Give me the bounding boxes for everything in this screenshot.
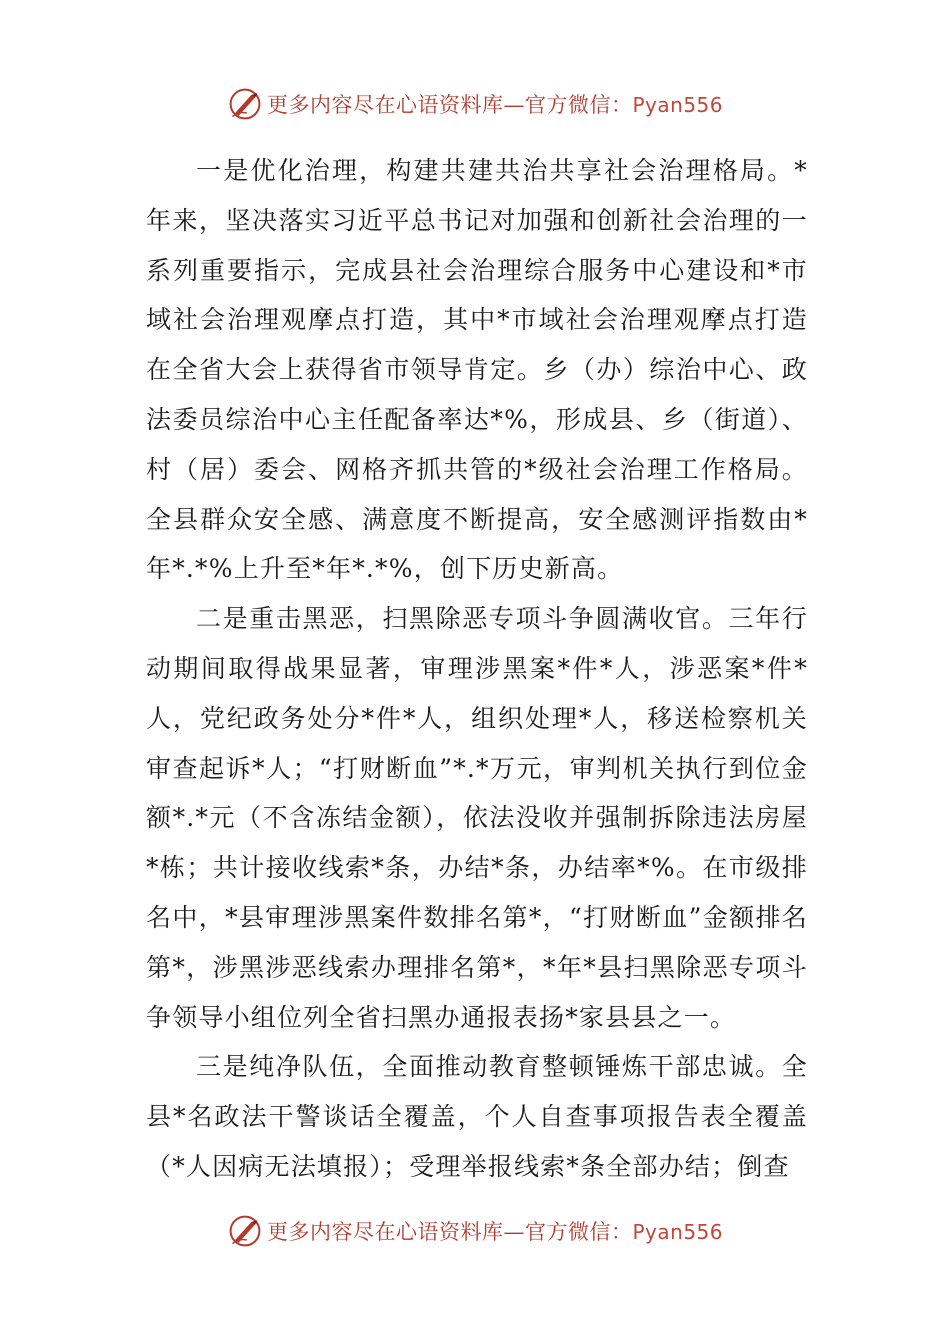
watermark-brand: 更多内容尽在心语资料库 [266, 1220, 504, 1244]
pen-logo-icon [227, 1213, 263, 1249]
paragraph-3: 三是纯净队伍，全面推动教育整顿锤炼干部忠诚。全县*名政法干警谈话全覆盖，个人自查事项报告表全覆盖（*人因病无法填报）；受理举报线索*条全部办结；倒查 [146, 1052, 808, 1181]
paragraph-1: 一是优化治理，构建共建共治共享社会治理格局。*年来，坚决落实习近平总书记对加强和创新社会治理的一系列重要指示，完成县社会治理综合服务中心建设和*市域社会治理观摩点打造，其中*市域社会治理观摩点打造在全省大会上获得省市领导肯定。乡（办）综治中心、政法委员综治中心主任配备率达*%，形成县、乡（街道）、村（居）委会、网格齐抓共管的*级社会治理工作格局。全县群众安全感、满意度不断提高，安全感测评指数由*年*.*%上升至*年*.*%，创下历史新高。 [146, 156, 808, 584]
watermark-brand: 更多内容尽在心语资料库 [266, 93, 504, 117]
header-watermark [0, 84, 950, 124]
watermark-text [267, 1216, 723, 1246]
watermark-wechat-id: Pyan556 [632, 93, 723, 117]
document-body [146, 146, 808, 1192]
watermark-dash: — [503, 1220, 525, 1244]
watermark-dash: — [503, 93, 525, 117]
paragraph-2: 二是重击黑恶，扫黑除恶专项斗争圆满收官。三年行动期间取得战果显著，审理涉黑案*件*人，涉恶案*件*人，党纪政务处分*件*人，组织处理*人，移送检察机关审查起诉*人；“打财断血”*.*万元，审判机关执行到位金额*.*元（不含冻结金额），依法没收并强制拆除违法房屋*栋；共计接收线索*条，办结*条，办结率*%。在市级排名中，*县审理涉黑案件数排名第*，“打财断血”金额排名第*，涉黑涉恶线索办理排名第*，*年*县扫黑除恶专项斗争领导小组位列全省扫黑办通报表扬*家县县之一。 [146, 604, 808, 1032]
watermark-text [267, 89, 723, 119]
watermark-wechat-label: 官方微信： [524, 1220, 633, 1244]
watermark-wechat-label: 官方微信： [524, 93, 633, 117]
pen-logo-icon [227, 86, 263, 122]
footer-watermark [0, 1211, 950, 1251]
watermark-wechat-id: Pyan556 [632, 1220, 723, 1244]
